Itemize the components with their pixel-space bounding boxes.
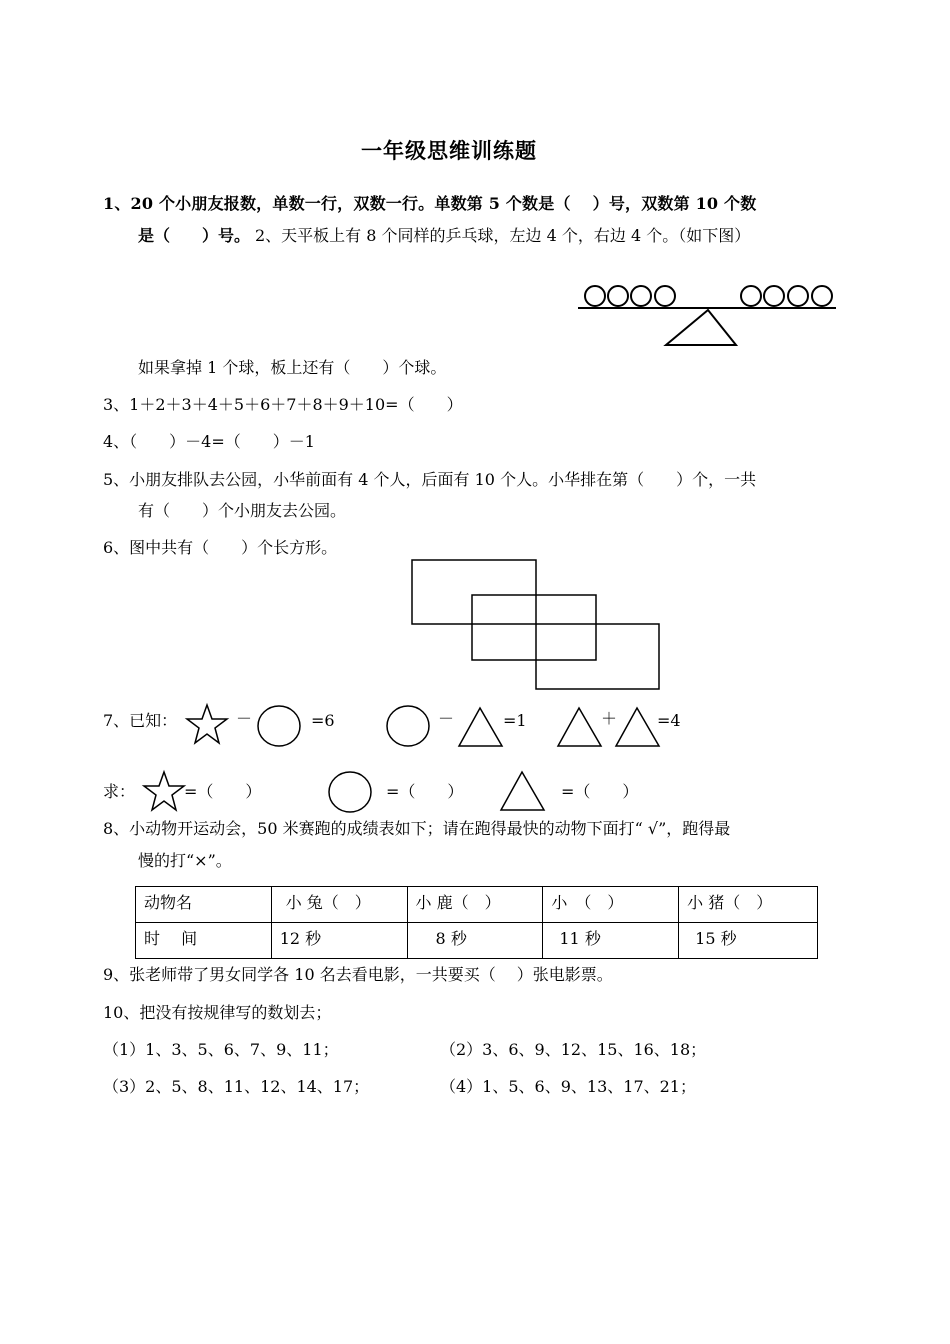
question-5-line-1: 5、小朋友排队去公园，小华前面有 4 个人，后面有 10 个人。小华排在第（ ）个，一共 xyxy=(103,470,757,489)
rectangle xyxy=(412,560,536,624)
table-cell: 动物名 xyxy=(136,887,272,923)
table-cell: 小 鹿（ ） xyxy=(407,887,543,923)
equation-3-result: =4 xyxy=(657,711,681,730)
question-7-label: 7、已知： xyxy=(103,711,178,730)
question-8-line-1: 8、小动物开运动会，50 米赛跑的成绩表如下；请在跑得最快的动物下面打“ √”，跑得最 xyxy=(103,819,731,838)
minus-sign: － xyxy=(438,709,455,728)
rectangle xyxy=(536,624,659,689)
ping-pong-ball xyxy=(741,286,761,306)
table-cell: 15 秒 xyxy=(679,923,818,959)
list-item: （2）3、6、9、12、15、16、18； xyxy=(440,1040,707,1059)
table-cell: 小 兔（ ） xyxy=(271,887,407,923)
triangle-icon xyxy=(457,706,505,748)
race-results-table xyxy=(135,886,818,959)
ping-pong-ball xyxy=(631,286,651,306)
ping-pong-ball xyxy=(585,286,605,306)
answer-triangle: =（ ） xyxy=(561,782,639,801)
table-cell: 8 秒 xyxy=(407,923,543,959)
question-4: 4、（ ）－4=（ ）－1 xyxy=(103,432,315,451)
question-2-continued: 如果拿掉 1 个球，板上还有（ ）个球。 xyxy=(138,358,447,377)
table-cell: 12 秒 xyxy=(271,923,407,959)
rectangles-figure xyxy=(410,558,662,693)
star-icon xyxy=(184,703,230,745)
question-9: 9、张老师带了男女同学各 10 名去看电影，一共要买（ ）张电影票。 xyxy=(103,965,613,984)
minus-sign: － xyxy=(236,709,253,728)
question-3: 3、1＋2＋3＋4＋5＋6＋7＋8＋9＋10=（ ） xyxy=(103,395,463,414)
triangle-icon xyxy=(556,706,604,748)
circle-icon xyxy=(385,704,433,748)
answer-circle: =（ ） xyxy=(386,782,464,801)
question-6: 6、图中共有（ ）个长方形。 xyxy=(103,538,338,557)
table-row xyxy=(136,923,818,959)
question-2-text: 2、天平板上有 8 个同样的乒乓球，左边 4 个，右边 4 个。（如下图） xyxy=(255,226,751,245)
triangle-icon xyxy=(499,770,547,812)
ping-pong-ball xyxy=(764,286,784,306)
circle-icon xyxy=(256,704,304,748)
question-5-line-2: 有（ ）个小朋友去公园。 xyxy=(138,501,347,520)
equation-1-result: =6 xyxy=(311,711,335,730)
list-item: （4）1、5、6、9、13、17、21； xyxy=(440,1077,696,1096)
rectangle xyxy=(472,595,596,660)
list-item: （1）1、3、5、6、7、9、11； xyxy=(103,1040,339,1059)
question-10-label: 10、把没有按规律写的数划去； xyxy=(103,1003,332,1022)
star-icon xyxy=(141,770,187,812)
balance-fulcrum xyxy=(666,310,736,345)
equation-2-result: =1 xyxy=(503,711,527,730)
balance-scale-figure xyxy=(578,282,838,350)
ping-pong-ball xyxy=(812,286,832,306)
question-1-line-1: 1、20 个小朋友报数，单数一行，双数一行。单数第 5 个数是（ ）号，双数第 10 个数 xyxy=(103,194,757,213)
question-8-line-2: 慢的打“×”。 xyxy=(138,851,232,870)
page-title: 一年级思维训练题 xyxy=(361,138,537,163)
answer-star: =（ ） xyxy=(184,782,262,801)
table-cell: 11 秒 xyxy=(543,923,679,959)
plus-sign: ＋ xyxy=(601,709,618,728)
triangle-icon xyxy=(614,706,662,748)
question-1-line-2: 是（ ）号。 xyxy=(138,226,251,245)
table-cell: 小 （ ） xyxy=(543,887,679,923)
list-item: （3）2、5、8、11、12、14、17； xyxy=(103,1077,370,1096)
table-row xyxy=(136,887,818,923)
table-cell: 时 间 xyxy=(136,923,272,959)
table-cell: 小 猪（ ） xyxy=(679,887,818,923)
ping-pong-ball xyxy=(608,286,628,306)
ask-label: 求： xyxy=(103,782,136,801)
ping-pong-ball xyxy=(655,286,675,306)
circle-icon xyxy=(327,770,375,814)
ping-pong-ball xyxy=(788,286,808,306)
